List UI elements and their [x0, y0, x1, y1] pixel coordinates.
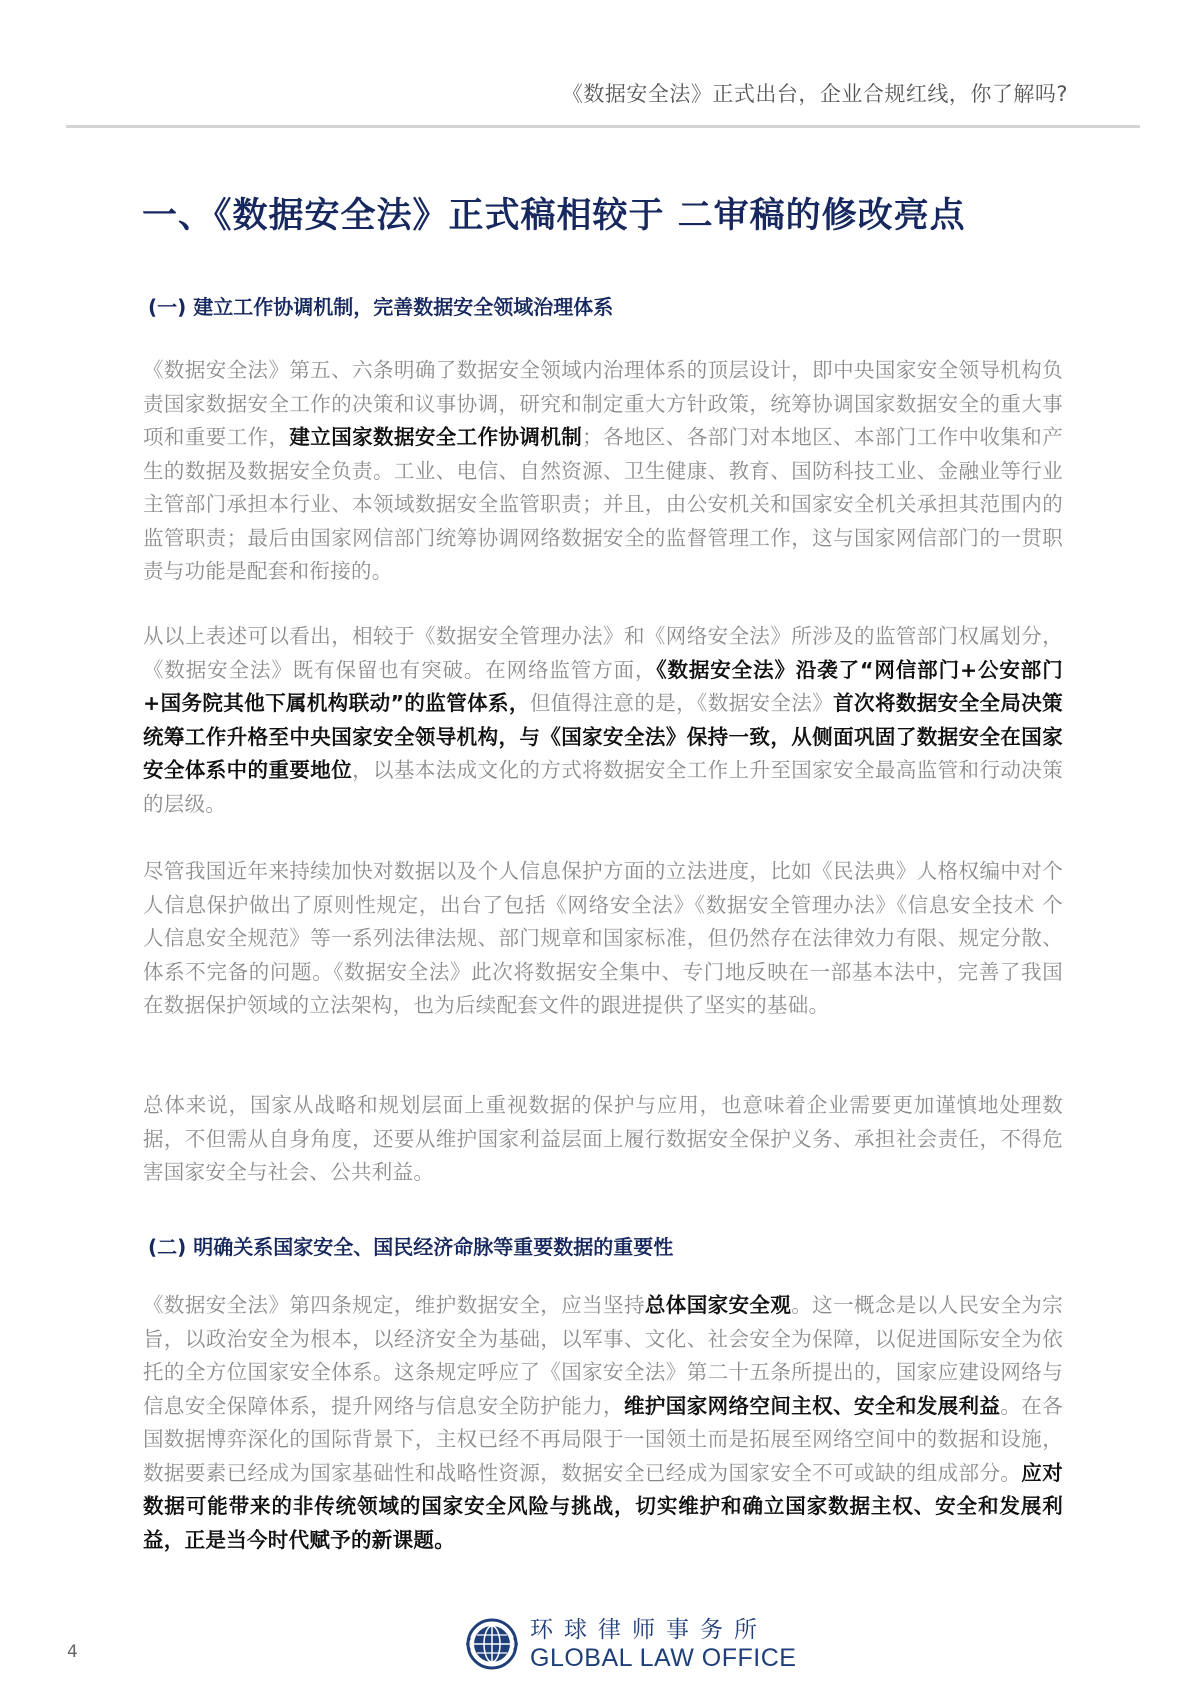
body-paragraph	[143, 1089, 1063, 1190]
text-run: 《数据安全法》第五、六条明确了数据安全领域内治理体系的顶层设计，即中央国家安全领导机构负责国家数据安全工作的决策和议事协调，研究和制定重大方针政策，统筹协调国家数据安全的重大事项和重要工作，	[143, 358, 1063, 449]
section-heading-1: (一) 建立工作协调机制，完善数据安全领域治理体系	[148, 295, 614, 319]
firm-logo	[466, 1616, 796, 1672]
text-run: ，以基本法成文化的方式将数据安全工作上升至国家安全最高监管和行动决策的层级。	[143, 758, 1064, 816]
text-run: 但值得注意的是，《数据安全法》	[529, 691, 834, 715]
firm-name-chinese: 环球律师事务所	[530, 1617, 768, 1643]
emphasis-text: 首次将数据安全全局决策统筹工作升格至中央国家安全领导机构，与《国家安全法》保持一致，从侧面巩固了数据安全在国家安全体系中的重要地位	[143, 691, 1063, 782]
text-run: 。这一概念是以人民安全为宗旨，以政治安全为根本，以经济安全为基础，以军事、文化、社会安全为保障，以促进国际安全为依托的全方位国家安全体系。这条规定呼应了《国家安全法》第二十五条所提出的，国家应建设网络与信息安全保障体系，提升网络与信息安全防护能力，	[143, 1293, 1063, 1418]
body-paragraph	[143, 1289, 1063, 1557]
body-paragraph	[143, 855, 1063, 1023]
section-heading-2: (二) 明确关系国家安全、国民经济命脉等重要数据的重要性	[148, 1235, 674, 1259]
emphasis-text: 维护国家网络空间主权、安全和发展利益	[623, 1393, 1001, 1418]
page-title: 一、《数据安全法》正式稿相较于 二审稿的修改亮点	[142, 196, 966, 236]
header-divider	[66, 125, 1140, 128]
text-run: 。在各国数据博弈深化的国际背景下，主权已经不再局限于一国领土而是拓展至网络空间中的数据和设施，数据要素已经成为国家基础性和战略性资源，数据安全已经成为国家安全不可或缺的组成部分。	[143, 1393, 1063, 1485]
text-run: 总体来说，国家从战略和规划层面上重视数据的保护与应用，也意味着企业需要更加谨慎地处理数据，不但需从自身角度，还要从维护国家利益层面上履行数据安全保护义务、承担社会责任，不得危害国家安全与社会、公共利益。	[143, 1093, 1063, 1184]
text-run: 尽管我国近年来持续加快对数据以及个人信息保护方面的立法进度，比如《民法典》人格权编中对个人信息保护做出了原则性规定，出台了包括《网络安全法》《数据安全管理办法》《信息安全技术 个人信息安全规范》等一系列法律法规、部门规章和国家标准，但仍然存在法律效力有限、规定分散、体系不完备的问题。《数据安全法》此次将数据安全集中、专门地反映在一部基本法中，完善了我国在数据保护领域的立法架构，也为后续配套文件的跟进提供了坚实的基础。	[143, 859, 1063, 1017]
emphasis-text: 总体国家安全观	[644, 1293, 792, 1317]
text-run: 从以上表述可以看出，相较于《数据安全管理办法》和《网络安全法》所涉及的监管部门权属划分，《数据安全法》既有保留也有突破。在网络监管方面，	[143, 624, 1063, 682]
text-run: ；各地区、各部门对本地区、本部门工作中收集和产生的数据及数据安全负责。工业、电信、自然资源、卫生健康、教育、国防科技工业、金融业等行业主管部门承担本行业、本领域数据安全监管职责；并且，由公安机关和国家安全机关承担其范围内的监管职责；最后由国家网信部门统筹协调网络数据安全的监督管理工作，这与国家网信部门的一贯职责与功能是配套和衔接的。	[143, 425, 1064, 583]
globe-icon	[466, 1618, 518, 1670]
running-header-title: 《数据安全法》正式出台，企业合规红线，你了解吗?	[561, 82, 1068, 106]
page-number: 4	[67, 1642, 78, 1662]
firm-name-english: GLOBAL LAW OFFICE	[530, 1644, 797, 1672]
emphasis-text: 建立国家数据安全工作协调机制	[289, 425, 583, 449]
body-paragraph	[143, 354, 1063, 589]
body-paragraph	[143, 620, 1063, 821]
text-run: 《数据安全法》第四条规定，维护数据安全，应当坚持	[143, 1293, 645, 1317]
emphasis-text: 应对数据可能带来的非传统领域的国家安全风险与挑战，切实维护和确立国家数据主权、安全和发展利益，正是当今时代赋予的新课题。	[143, 1460, 1063, 1552]
emphasis-text: 《数据安全法》沿袭了“网信部门+公安部门+国务院其他下属机构联动”的监管体系，	[143, 657, 1063, 715]
